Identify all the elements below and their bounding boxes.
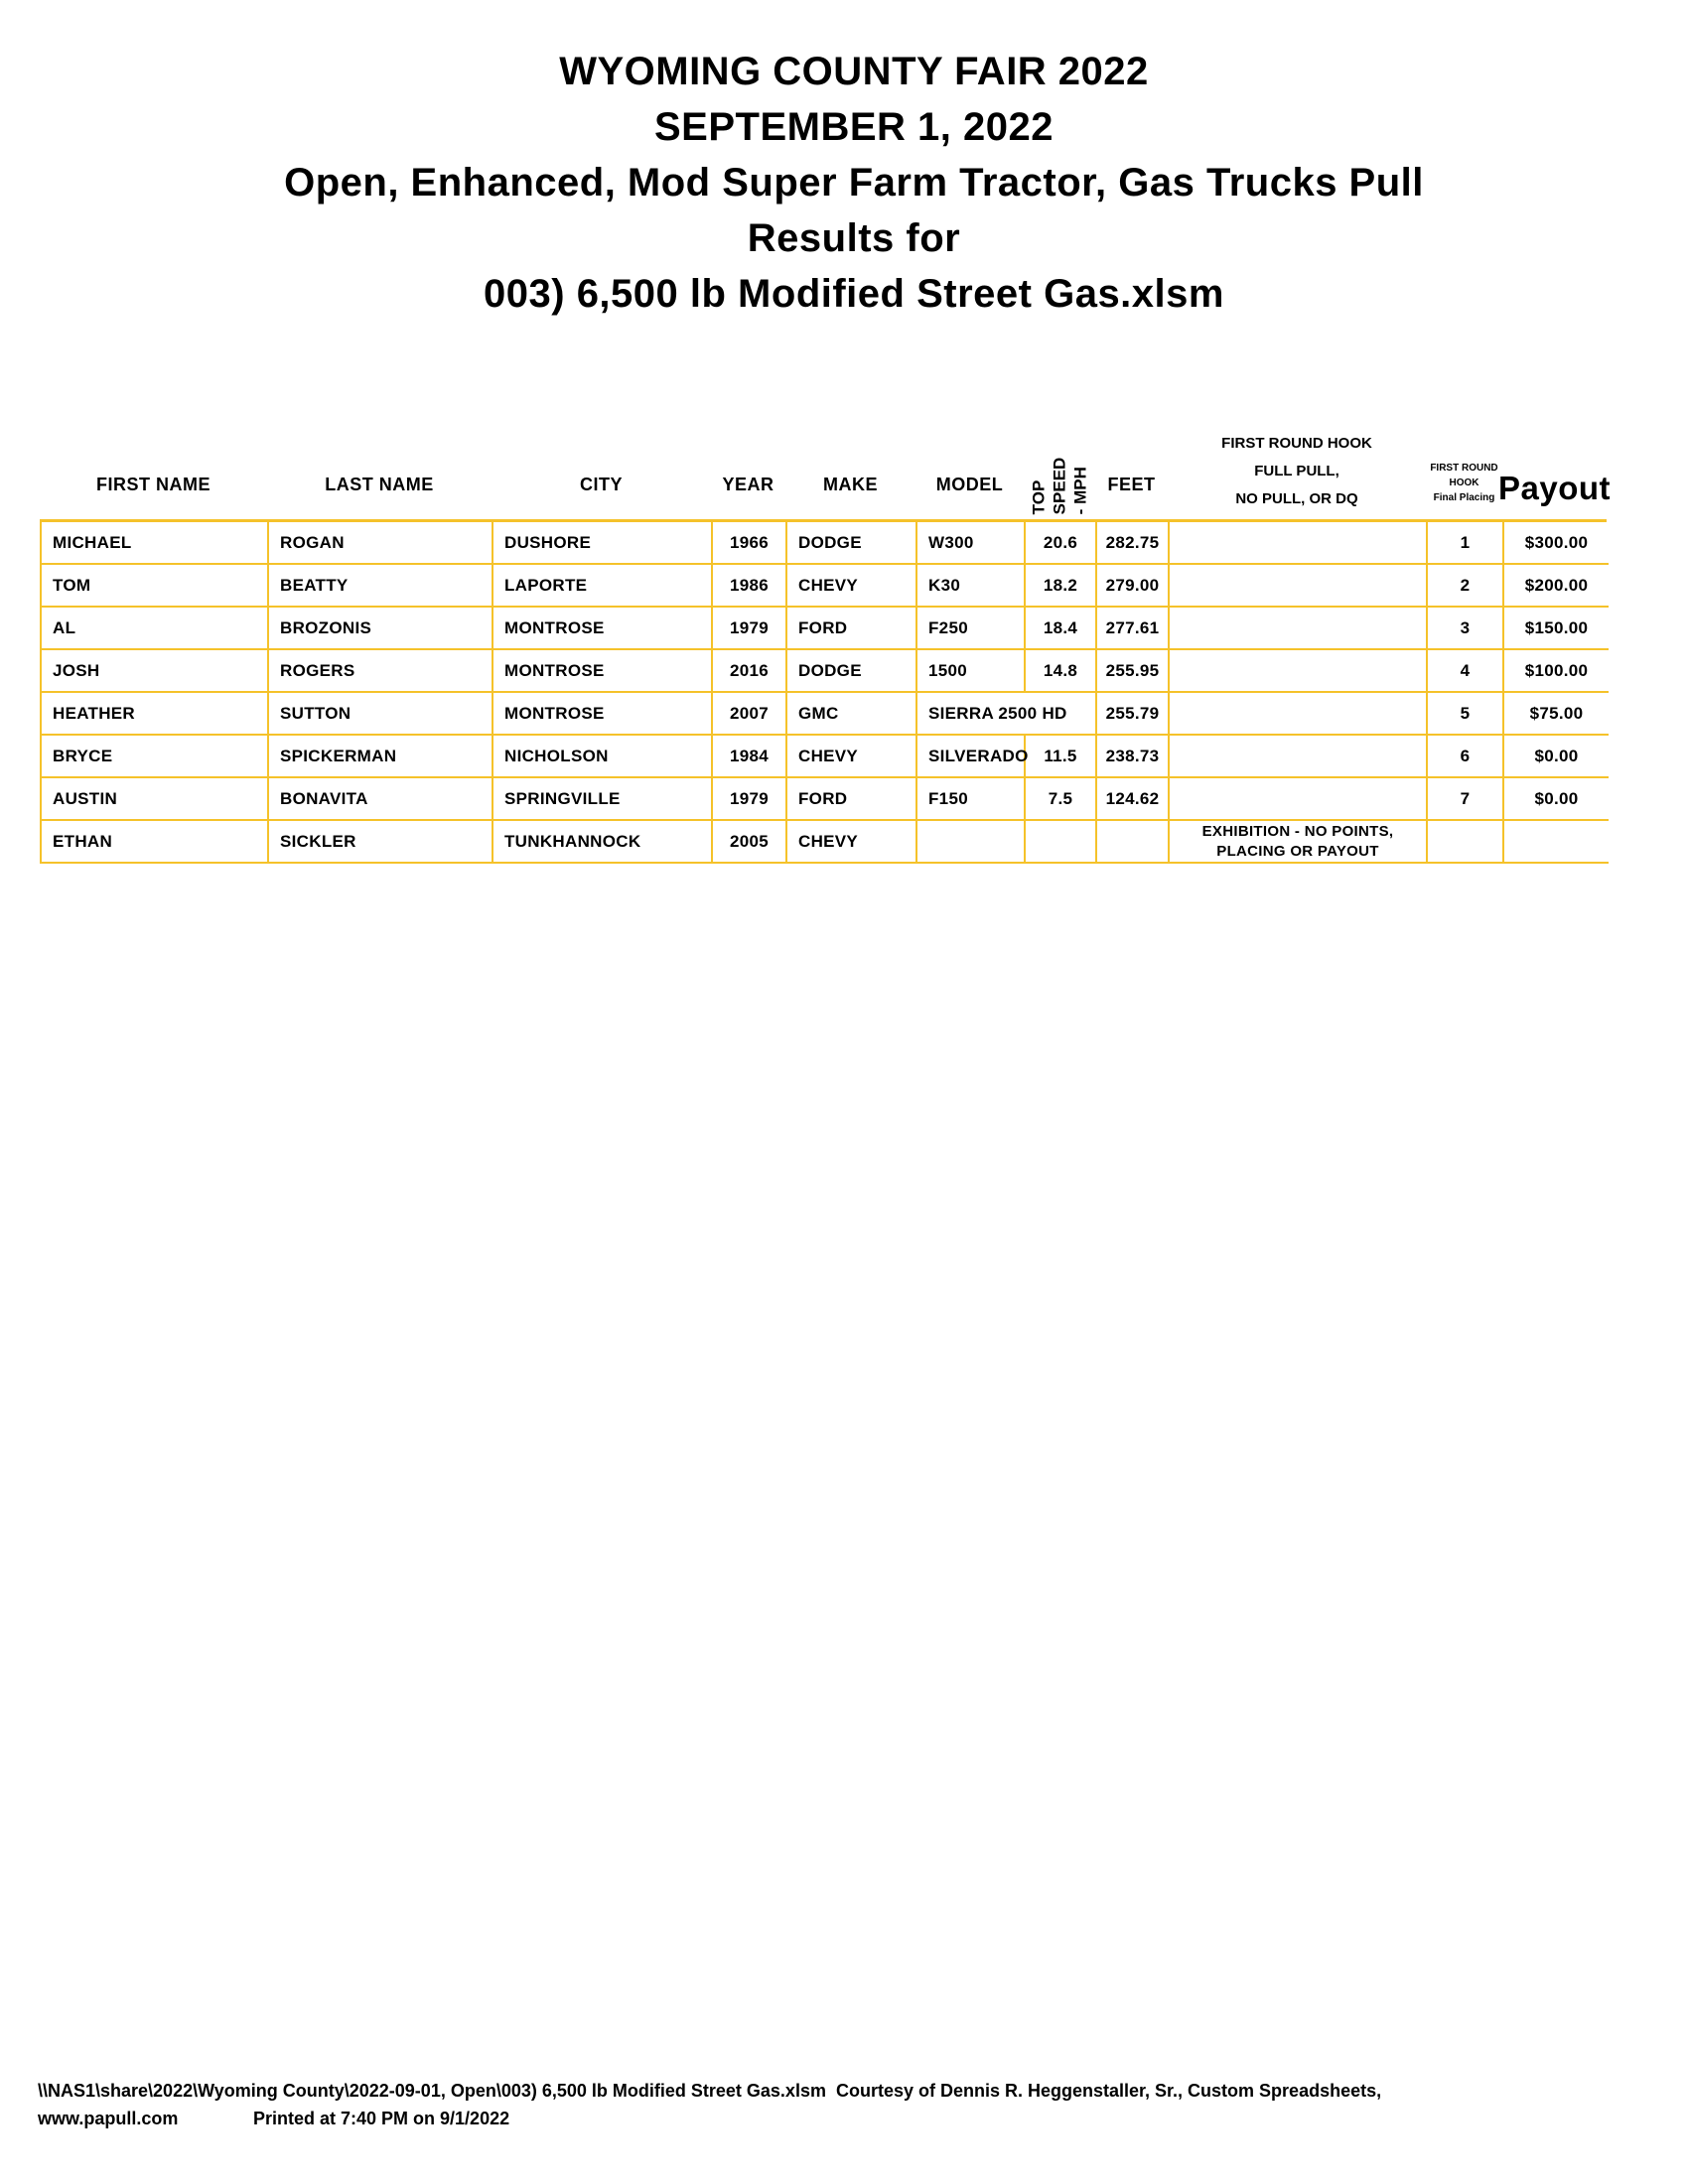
- col-header-final-placing: FIRST ROUND HOOK Final Placing: [1430, 463, 1498, 503]
- cell-city: MONTROSE: [493, 608, 713, 650]
- col-header-city: CITY: [579, 475, 623, 494]
- col-header-model: MODEL: [935, 475, 1004, 494]
- title-date: SEPTEMBER 1, 2022: [654, 105, 1054, 149]
- cell-year: 1986: [713, 565, 787, 608]
- cell-speed: 14.8: [1026, 650, 1097, 693]
- cell-model: F250: [917, 608, 1026, 650]
- cell-payout: $300.00: [1504, 522, 1609, 565]
- cell-hook: EXHIBITION - NO POINTS, PLACING OR PAYOUT: [1170, 821, 1428, 864]
- cell-year: 2016: [713, 650, 787, 693]
- title-block: [10, 44, 1688, 322]
- cell-feet: 279.00: [1097, 565, 1170, 608]
- cell-payout: $75.00: [1504, 693, 1609, 736]
- cell-last: BROZONIS: [269, 608, 493, 650]
- cell-placing: 6: [1428, 736, 1504, 778]
- title-event: WYOMING COUNTY FAIR 2022: [559, 50, 1149, 93]
- cell-first: ETHAN: [42, 821, 269, 864]
- cell-first: TOM: [42, 565, 269, 608]
- cell-model: [917, 821, 1026, 864]
- cell-speed: 7.5: [1026, 778, 1097, 821]
- cell-city: NICHOLSON: [493, 736, 713, 778]
- footer-website: www.papull.com: [38, 2109, 179, 2128]
- cell-city: TUNKHANNOCK: [493, 821, 713, 864]
- cell-payout: $0.00: [1504, 736, 1609, 778]
- cell-speed: 18.4: [1026, 608, 1097, 650]
- cell-feet: 282.75: [1097, 522, 1170, 565]
- cell-placing: 7: [1428, 778, 1504, 821]
- col-header-last-name: LAST NAME: [325, 475, 434, 494]
- cell-make: FORD: [787, 608, 917, 650]
- cell-placing: 4: [1428, 650, 1504, 693]
- cell-first: JOSH: [42, 650, 269, 693]
- table-header-row: [40, 420, 1612, 519]
- cell-hook: [1170, 650, 1428, 693]
- cell-placing: 1: [1428, 522, 1504, 565]
- cell-make: CHEVY: [787, 736, 917, 778]
- cell-make: DODGE: [787, 650, 917, 693]
- cell-hook: [1170, 522, 1428, 565]
- cell-hook: [1170, 778, 1428, 821]
- cell-year: 1984: [713, 736, 787, 778]
- cell-feet: 255.95: [1097, 650, 1170, 693]
- cell-model: SIERRA 2500 HD: [917, 693, 1097, 736]
- cell-hook: [1170, 693, 1428, 736]
- cell-city: LAPORTE: [493, 565, 713, 608]
- cell-feet: 255.79: [1097, 693, 1170, 736]
- cell-make: DODGE: [787, 522, 917, 565]
- cell-feet: 124.62: [1097, 778, 1170, 821]
- cell-payout: $0.00: [1504, 778, 1609, 821]
- cell-model: 1500: [917, 650, 1026, 693]
- title-results-for: Results for: [747, 216, 961, 260]
- cell-last: BEATTY: [269, 565, 493, 608]
- cell-year: 1966: [713, 522, 787, 565]
- cell-make: GMC: [787, 693, 917, 736]
- col-header-first-round-hook: FIRST ROUND HOOK FULL PULL, NO PULL, OR DQ: [1221, 435, 1372, 507]
- cell-placing: 5: [1428, 693, 1504, 736]
- cell-last: BONAVITA: [269, 778, 493, 821]
- cell-city: MONTROSE: [493, 650, 713, 693]
- cell-make: CHEVY: [787, 565, 917, 608]
- col-header-payout: Payout: [1497, 470, 1612, 506]
- cell-city: DUSHORE: [493, 522, 713, 565]
- cell-payout: $200.00: [1504, 565, 1609, 608]
- cell-placing: 3: [1428, 608, 1504, 650]
- cell-hook: [1170, 565, 1428, 608]
- cell-first: MICHAEL: [42, 522, 269, 565]
- footer-printed-timestamp: Printed at 7:40 PM on 9/1/2022: [253, 2109, 510, 2128]
- cell-year: 2005: [713, 821, 787, 864]
- cell-placing: 2: [1428, 565, 1504, 608]
- cell-last: SICKLER: [269, 821, 493, 864]
- cell-last: ROGAN: [269, 522, 493, 565]
- cell-model: K30: [917, 565, 1026, 608]
- cell-last: ROGERS: [269, 650, 493, 693]
- cell-placing: [1428, 821, 1504, 864]
- col-header-make: MAKE: [823, 475, 878, 494]
- footer-path-line: \\NAS1\share\2022\Wyoming County\2022-09-01, Open\003) 6,500 lb Modified Street Gas.xlsm Courtesy of Dennis R. Heggenstaller, Sr., Custom Spreadsheets,: [38, 2081, 1382, 2101]
- cell-model: F150: [917, 778, 1026, 821]
- cell-model: W300: [917, 522, 1026, 565]
- cell-model: SILVERADO: [917, 736, 1026, 778]
- cell-feet: [1097, 821, 1170, 864]
- cell-year: 1979: [713, 778, 787, 821]
- cell-hook: [1170, 608, 1428, 650]
- col-header-feet: FEET: [1107, 475, 1156, 494]
- cell-hook: [1170, 736, 1428, 778]
- cell-feet: 238.73: [1097, 736, 1170, 778]
- cell-first: BRYCE: [42, 736, 269, 778]
- cell-feet: 277.61: [1097, 608, 1170, 650]
- cell-year: 2007: [713, 693, 787, 736]
- title-filename: 003) 6,500 lb Modified Street Gas.xlsm: [484, 272, 1224, 316]
- col-header-year: YEAR: [722, 475, 774, 494]
- cell-year: 1979: [713, 608, 787, 650]
- cell-city: SPRINGVILLE: [493, 778, 713, 821]
- cell-payout: [1504, 821, 1609, 864]
- cell-payout: $100.00: [1504, 650, 1609, 693]
- cell-city: MONTROSE: [493, 693, 713, 736]
- cell-payout: $150.00: [1504, 608, 1609, 650]
- cell-speed: [1026, 821, 1097, 864]
- title-classes: Open, Enhanced, Mod Super Farm Tractor, Gas Trucks Pull: [284, 161, 1424, 205]
- cell-first: AUSTIN: [42, 778, 269, 821]
- cell-first: HEATHER: [42, 693, 269, 736]
- cell-last: SUTTON: [269, 693, 493, 736]
- top-speed-rotated-text: TOP SPEED - MPH: [1029, 457, 1090, 515]
- cell-last: SPICKERMAN: [269, 736, 493, 778]
- col-header-top-speed: [1024, 420, 1095, 519]
- col-header-first-name: FIRST NAME: [96, 475, 211, 494]
- cell-make: FORD: [787, 778, 917, 821]
- cell-first: AL: [42, 608, 269, 650]
- cell-speed: 20.6: [1026, 522, 1097, 565]
- cell-make: CHEVY: [787, 821, 917, 864]
- cell-speed: 11.5: [1026, 736, 1097, 778]
- cell-speed: 18.2: [1026, 565, 1097, 608]
- results-table-body: [40, 519, 1607, 864]
